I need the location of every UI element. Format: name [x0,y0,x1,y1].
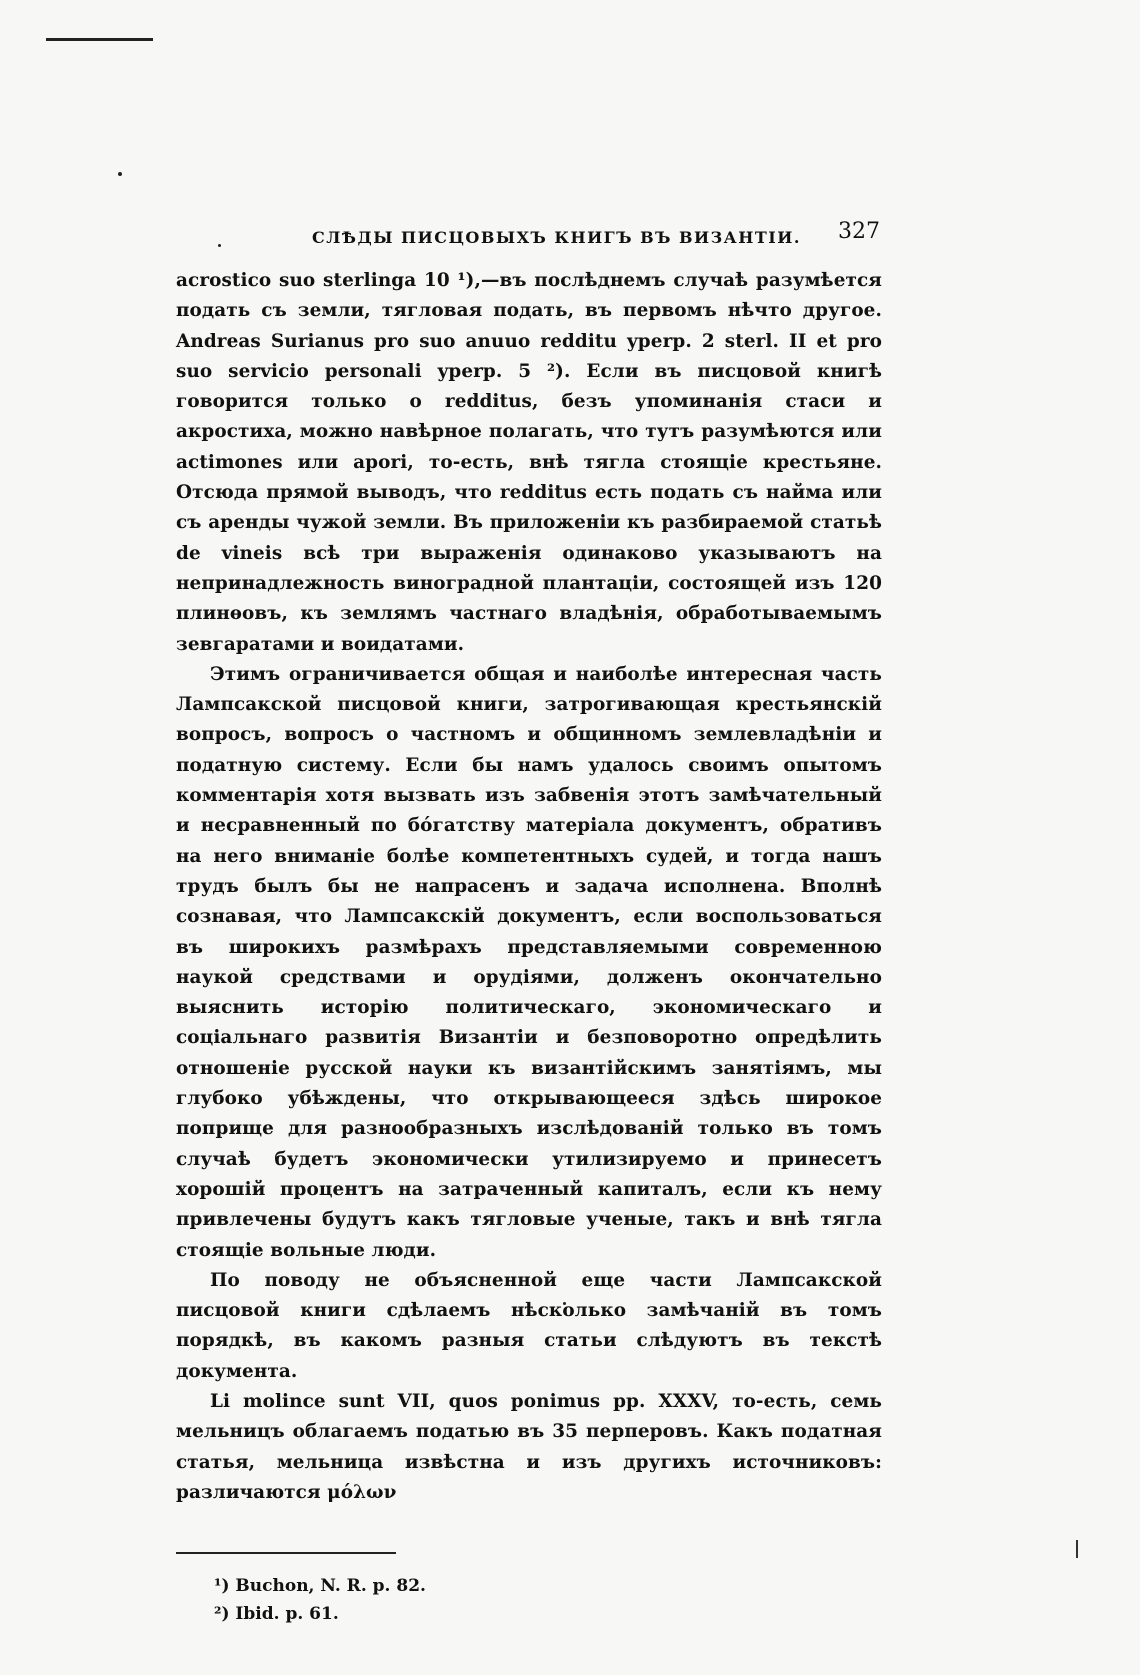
paragraph: acrostico suo sterlinga 10 ¹),—въ послѣднемъ случаѣ разумѣется подать съ земли, тягловая подать, въ первомъ нѣчто другое. Andreas Surianus pro suo anuuo redditu yperp. 2 sterl. II et pro suo servicio personali yperp. 5 ²). Если въ писцовой книгѣ говорится только о redditus, безъ упоминанія стаси и акростиха, можно навѣрное полагать, что тутъ разумѣются или actimones или apori, то-есть, внѣ тягла стоящіе крестьяне. Отсюда прямой выводъ, что redditus есть подать съ найма или съ аренды чужой земли. Въ приложеніи къ разбираемой статьѣ de vineis всѣ три выраженія одинаково указываютъ на непринадлежность виноградной плантаціи, состоящей изъ 120 плинѳовъ, къ землямъ частнаго владѣнія, обработываемымъ зевгаратами и воидатами. [176,270,882,655]
footnote [214,1600,882,1628]
footnote-text: Ibid. p. 61. [235,1604,339,1625]
paragraph: Li molince sunt VII, quos ponimus pp. XXXV, то-есть, семь мельницъ облагаемъ податью въ 35 перперовъ. Какъ податная статья, мельница извѣстна и изъ другихъ источниковъ: различаются μόλων [176,1390,882,1503]
header-dot [218,244,221,247]
book-page [176,219,882,1628]
paragraph: По поводу не объясненной еще части Лампсакской писцовой книги сдѣлаемъ нѣсколько замѣчаній въ томъ порядкѣ, въ какомъ разныя статьи слѣдуютъ въ текстѣ документа. [176,1269,882,1382]
page-number: 327 [838,219,880,244]
footnote-rule [176,1552,396,1554]
footnote-mark: ²) [214,1604,230,1625]
running-title: СЛѢДЫ ПИСЦОВЫХЪ КНИГЪ ВЪ ВИЗАНТІИ. [312,228,801,247]
page-header [176,219,882,256]
speck-mark [118,172,122,176]
footnote [214,1572,882,1600]
footnote-mark: ¹) [214,1576,230,1597]
footnotes [214,1572,882,1628]
paragraph: Этимъ ограничивается общая и наиболѣе интересная часть Лампсакской писцовой книги, затрогивающая крестьянскій вопросъ, вопросъ о частномъ и общинномъ землевладѣніи и податную систему. Если бы намъ удалось своимъ опытомъ комментарія хотя вызвать изъ забвенія этотъ замѣчательный и несравненный по бо́гатству матеріала документъ, обративъ на него вниманіе болѣе компетентныхъ судей, и тогда нашъ трудъ былъ бы не напрасенъ и задача исполнена. Вполнѣ сознавая, что Лампсакскій документъ, если воспользоваться въ широкихъ размѣрахъ представляемыми современною наукой средствами и орудіями, долженъ окончательно выяснить исторію политическаго, экономическаго и соціальнаго развитія Византіи и безповоротно опредѣлить отношеніе русской науки къ византійскимъ занятіямъ, мы глубоко убѣждены, что открывающееся здѣсь широкое поприще для разнообразныхъ изслѣдованій только въ томъ случаѣ будетъ экономически утилизируемо и принесетъ хорошій процентъ на затраченный капиталъ, если къ нему привлечены будутъ какъ тягловые ученые, такъ и внѣ тягла стоящіе вольные люди. [176,663,882,1261]
footnote-text: Buchon, N. R. p. 82. [235,1576,426,1597]
edge-mark [1076,1540,1078,1558]
top-edge-rule [46,38,153,41]
